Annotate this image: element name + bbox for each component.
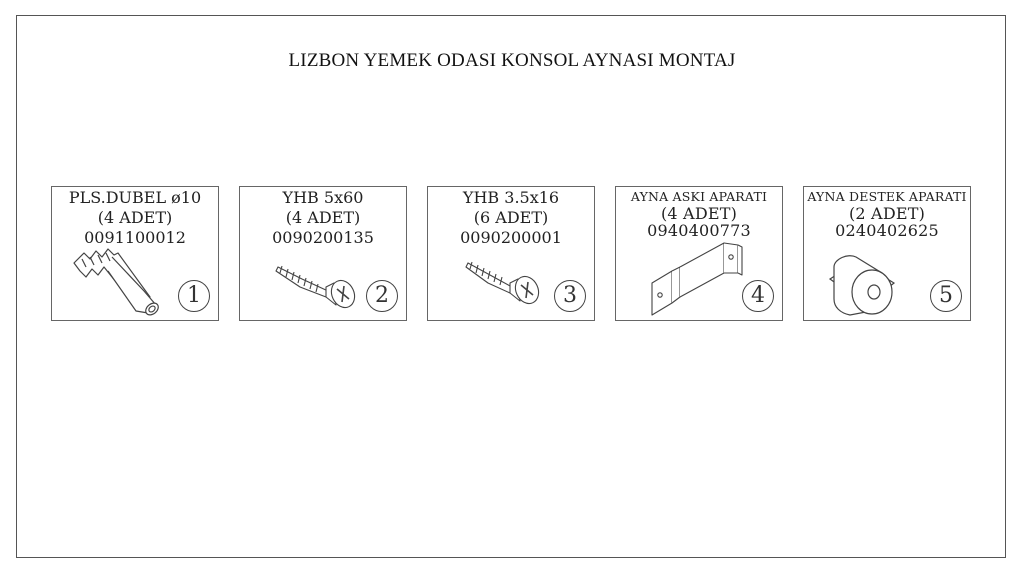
page-title: LIZBON YEMEK ODASI KONSOL AYNASI MONTAJ: [288, 50, 736, 71]
part-name: AYNA DESTEK APARATI: [807, 189, 967, 204]
part-name: AYNA ASKI APARATI: [630, 189, 768, 204]
part-card-1: [51, 186, 219, 321]
part-name: PLS.DUBEL ø10: [68, 188, 202, 207]
part-quantity: (4 ADET): [660, 204, 738, 223]
part-quantity: (6 ADET): [473, 208, 549, 227]
part-number-badge: 2: [366, 280, 398, 312]
part-code: 0091100012: [84, 228, 186, 247]
part-code: 0940400773: [647, 221, 751, 240]
part-code: 0090200135: [272, 228, 374, 247]
part-number-badge: 4: [742, 280, 774, 312]
part-card-4: [615, 186, 783, 321]
part-code: 0090200001: [460, 228, 562, 247]
part-card-5: [803, 186, 971, 321]
part-name: YHB 3.5x16: [462, 188, 560, 207]
part-quantity: (4 ADET): [285, 208, 361, 227]
part-number-badge: 3: [554, 280, 586, 312]
part-card-3: [427, 186, 595, 321]
part-number-badge: 5: [930, 280, 962, 312]
part-quantity: (2 ADET): [848, 204, 926, 223]
part-quantity: (4 ADET): [97, 208, 173, 227]
part-number-badge: 1: [178, 280, 210, 312]
part-code: 0240402625: [835, 221, 939, 240]
part-card-2: [239, 186, 407, 321]
part-name: YHB 5x60: [282, 188, 364, 207]
